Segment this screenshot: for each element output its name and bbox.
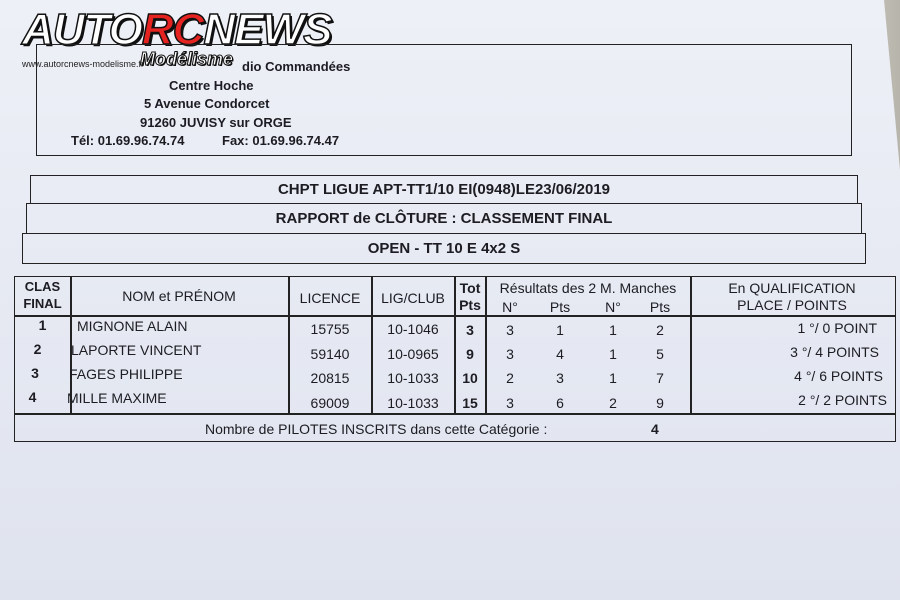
club-fax: Fax: 01.69.96.74.47 (222, 133, 340, 148)
col-results-header: Résultats des 2 M. Manches (499, 280, 677, 296)
category-title: OPEN - TT 10 E 4x2 S (22, 233, 866, 264)
row2-pts2: 5 (656, 346, 664, 362)
results-table (14, 276, 896, 442)
row3-n1: 2 (506, 370, 514, 386)
col-total-header: Tot Pts (459, 280, 481, 313)
row1-qualification: 1 °/ 0 POINT (797, 320, 877, 336)
row1-n1: 3 (506, 322, 514, 338)
row4-rank: 4 (28, 389, 37, 405)
row3-qualification: 4 °/ 6 POINTS (794, 368, 883, 384)
row2-pts1: 4 (556, 346, 564, 362)
row1-n2: 1 (609, 322, 617, 338)
row4-qualification: 2 °/ 2 POINTS (798, 392, 887, 408)
row3-pts2: 7 (656, 370, 664, 386)
club-venue: Centre Hoche (169, 78, 254, 93)
row3-club: 10-1033 (387, 370, 439, 386)
row1-pts1: 1 (556, 322, 564, 338)
row2-club: 10-0965 (387, 346, 439, 362)
row4-n1: 3 (506, 395, 514, 411)
row3-total: 10 (462, 370, 478, 386)
row4-club: 10-1033 (387, 395, 439, 411)
row4-n2: 2 (609, 395, 617, 411)
row3-rank: 3 (31, 365, 39, 381)
row4-pts1: 6 (556, 395, 564, 411)
row4-pts2: 9 (656, 395, 664, 411)
col-rank-header: CLAS FINAL (23, 279, 62, 311)
row2-licence: 59140 (310, 346, 350, 362)
club-city: 91260 JUVISY sur ORGE (140, 115, 292, 130)
row2-n2: 1 (609, 346, 617, 362)
col-name-header: NOM et PRÉNOM (122, 288, 236, 304)
row3-n2: 1 (609, 370, 617, 386)
event-title: CHPT LIGUE APT-TT1/10 EI(0948)LE23/06/2019 (30, 175, 858, 203)
col-pts1-header: Pts (549, 299, 571, 315)
col-n1-header: N° (502, 299, 518, 315)
row3-licence: 20815 (310, 370, 350, 386)
site-logo: AUTORCNEWS Modélisme www.autorcnews-modelisme.fr (22, 5, 332, 69)
row3-name: FAGES PHILIPPE (69, 366, 183, 382)
row1-club: 10-1046 (387, 321, 439, 337)
row2-total: 9 (466, 346, 474, 362)
row4-total: 15 (462, 395, 478, 411)
pilot-count-value: 4 (651, 421, 659, 437)
report-title: RAPPORT de CLÔTURE : CLASSEMENT FINAL (26, 203, 862, 233)
row4-licence: 69009 (310, 395, 350, 411)
row2-qualification: 3 °/ 4 POINTS (790, 344, 879, 360)
row1-name: MIGNONE ALAIN (77, 318, 188, 334)
club-street: 5 Avenue Condorcet (144, 96, 270, 111)
row1-licence: 15755 (310, 321, 350, 337)
row2-rank: 2 (33, 341, 42, 357)
club-name: dio Commandées (242, 59, 351, 74)
row1-rank: 1 (38, 317, 47, 333)
row1-pts2: 2 (656, 322, 664, 338)
col-pts2-header: Pts (649, 299, 671, 315)
row4-name: MILLE MAXIME (67, 390, 167, 406)
row2-n1: 3 (506, 346, 514, 362)
club-address-box (36, 44, 852, 156)
club-phone: Tél: 01.69.96.74.74 (71, 133, 185, 148)
row2-name: LAPORTE VINCENT (71, 342, 202, 358)
background-edge (860, 0, 900, 170)
row1-total: 3 (466, 322, 474, 338)
col-qualification-header: En QUALIFICATION PLACE / POINTS (728, 280, 856, 313)
col-club-header: LIG/CLUB (381, 290, 445, 306)
pilot-count-label: Nombre de PILOTES INSCRITS dans cette Catégorie : (205, 421, 548, 437)
col-n2-header: N° (605, 299, 621, 315)
col-licence-header: LICENCE (299, 290, 361, 306)
row3-pts1: 3 (556, 370, 564, 386)
